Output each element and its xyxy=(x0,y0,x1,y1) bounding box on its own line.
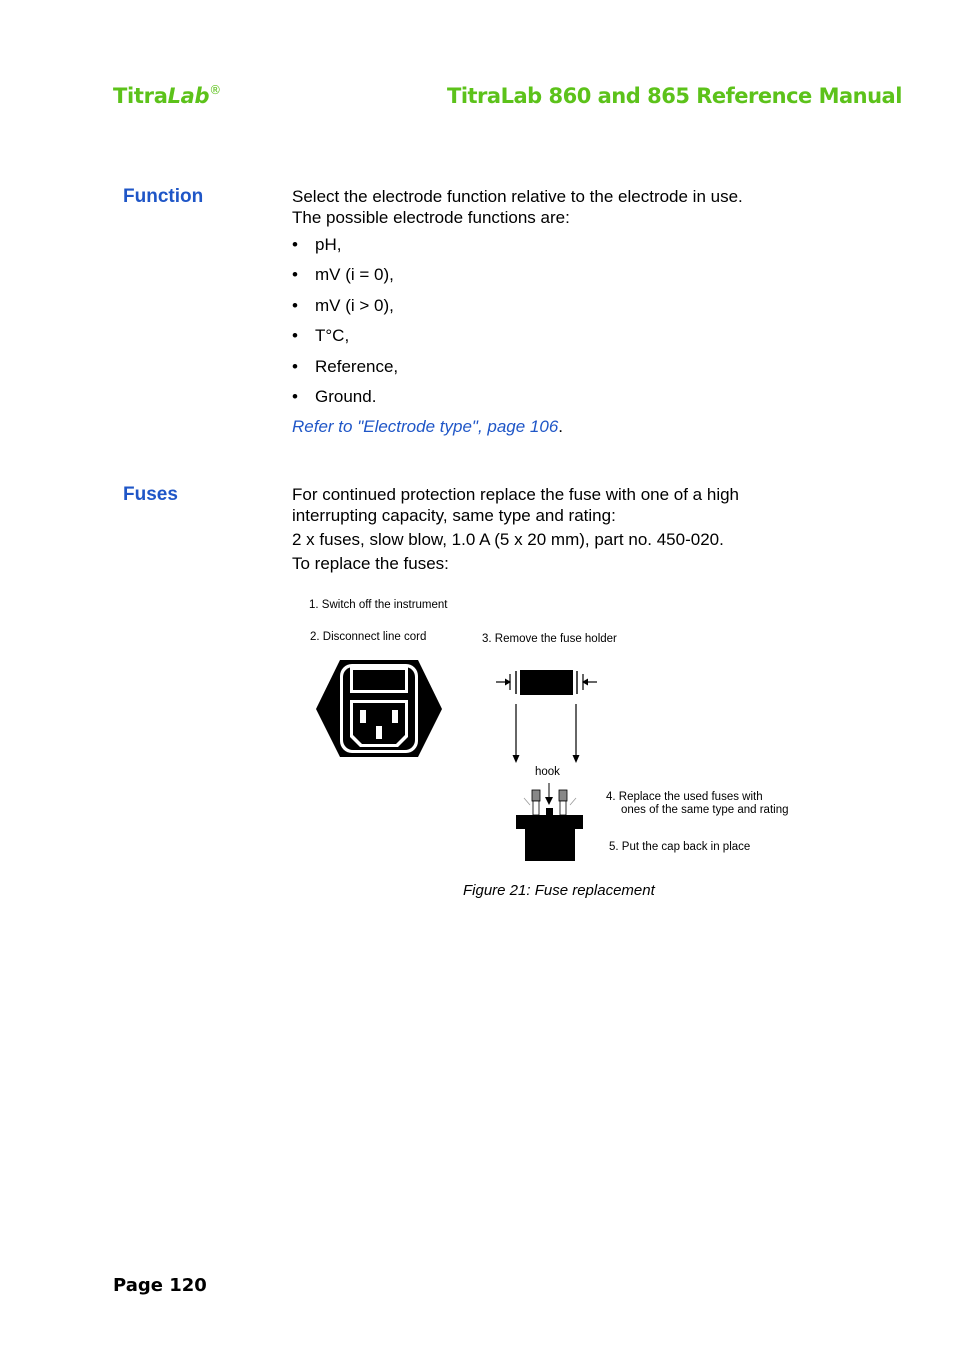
registered-mark: ® xyxy=(209,83,221,97)
function-intro-line2: The possible electrode functions are: xyxy=(292,208,570,227)
list-item: • pH, xyxy=(292,234,398,264)
brand-logo xyxy=(113,84,221,108)
page-number: Page 120 xyxy=(113,1275,207,1296)
xref-period: . xyxy=(558,417,564,436)
list-item: • Reference, xyxy=(292,356,398,386)
step1-label: 1. Switch off the instrument xyxy=(309,599,448,611)
fuse-spec: 2 x fuses, slow blow, 1.0 A (5 x 20 mm), part no. 450-020. xyxy=(292,530,724,549)
list-item: • mV (i > 0), xyxy=(292,295,398,325)
figure-caption: Figure 21: Fuse replacement xyxy=(463,882,655,899)
hook-label: hook xyxy=(535,766,560,778)
fuse-cap-icon xyxy=(510,780,590,862)
electrode-function-list xyxy=(292,234,398,416)
step3-label: 3. Remove the fuse holder xyxy=(482,633,617,645)
fuses-para-line2: interrupting capacity, same type and rating: xyxy=(292,506,616,525)
step4-label-line1: 4. Replace the used fuses with xyxy=(606,791,763,803)
list-item: • mV (i = 0), xyxy=(292,264,398,294)
power-socket-icon xyxy=(314,659,444,759)
step2-label: 2. Disconnect line cord xyxy=(310,631,427,643)
step5-label: 5. Put the cap back in place xyxy=(609,841,751,853)
electrode-type-link[interactable]: Refer to "Electrode type", page 106 xyxy=(292,417,559,436)
function-intro-line1: Select the electrode function relative to the electrode in use. xyxy=(292,187,743,206)
fuse-holder-icon xyxy=(490,665,605,767)
logo-prefix: Titra xyxy=(113,84,168,108)
function-heading: Function xyxy=(123,186,204,207)
logo-suffix: Lab xyxy=(167,84,210,108)
step4-label-line2: ones of the same type and rating xyxy=(621,804,789,816)
cross-reference xyxy=(292,417,563,437)
list-item: • Ground. xyxy=(292,386,398,416)
fuses-para-line1: For continued protection replace the fuse with one of a high xyxy=(292,485,740,504)
manual-title: TitraLab 860 and 865 Reference Manual xyxy=(447,84,902,108)
replace-lead: To replace the fuses: xyxy=(292,554,449,573)
list-item: • T°C, xyxy=(292,325,398,355)
fuses-heading: Fuses xyxy=(123,484,178,505)
